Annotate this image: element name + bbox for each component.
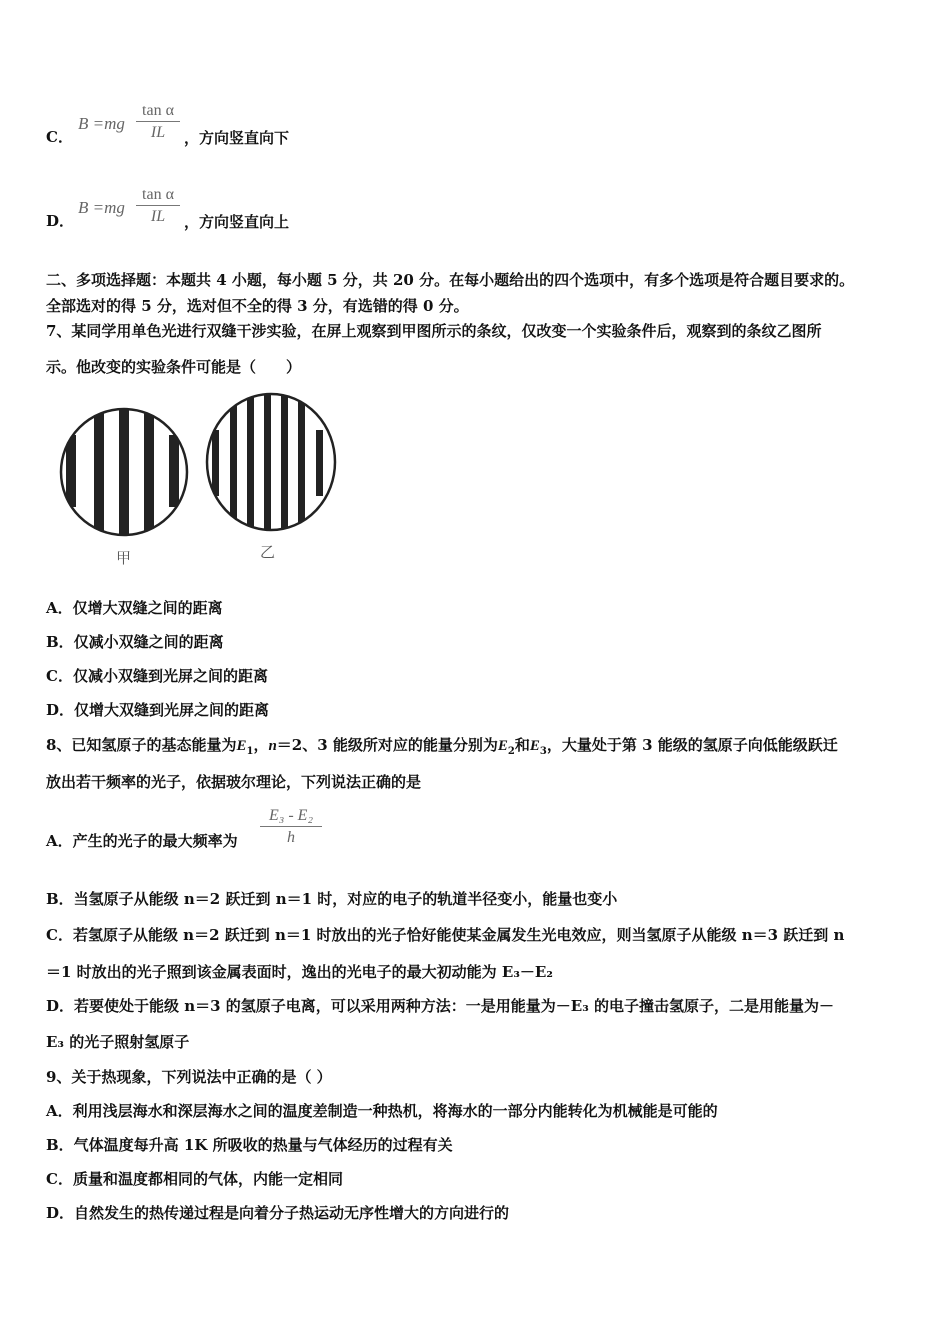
figure-yi-circle [207, 390, 335, 540]
q8-var-e2: E [497, 738, 508, 754]
q8-option-c-line1: C．若氢原子从能级 n＝2 跃迁到 n＝1 时放出的光子恰好能使某金属发生光电效应，则当氢原子从能级 n＝3 跃迁到 n [46, 926, 845, 944]
fraction-denominator: h [287, 829, 295, 846]
figure-label-yi: 乙 [260, 543, 276, 561]
q7-option-d: D．仅增大双缝到光屏之间的距离 [46, 701, 270, 719]
prev-option-c-text: ，方向竖直向下 [184, 129, 290, 147]
figure-jia-circle [61, 400, 187, 550]
interference-fringes-figure [46, 380, 346, 570]
q9-stem: 9、关于热现象，下列说法中正确的是（ ） [46, 1068, 332, 1086]
prev-option-d-formula-lhs: B =mg [78, 198, 125, 217]
q8-var-n: n [268, 738, 277, 754]
q7-option-a: A．仅增大双缝之间的距离 [46, 599, 223, 617]
q8-var-e3-sub: 3 [539, 746, 547, 757]
fraction-denominator: IL [150, 208, 166, 225]
q8-var-e1-sub: 1 [246, 746, 254, 757]
prev-option-c-letter: C． [46, 128, 73, 146]
section-header-line2: 全部选对的得 5 分，选对但不全的得 3 分，有选错的得 0 分。 [46, 297, 469, 315]
q9-option-c: C．质量和温度都相同的气体，内能一定相同 [46, 1170, 343, 1188]
q8-stem-text-b: ， [253, 736, 269, 754]
q8-option-b: B．当氢原子从能级 n＝2 跃迁到 n＝1 时，对应的电子的轨道半径变小，能量也变小 [46, 890, 618, 908]
q7-option-c: C．仅减小双缝到光屏之间的距离 [46, 667, 268, 685]
q8-option-d-line1: D．若要使处于能级 n＝3 的氢原子电离，可以采用两种方法：一是用能量为－E₃ 的电子撞击氢原子，二是用能量为－ [46, 997, 835, 1015]
q8-stem-line1 [46, 735, 838, 762]
section-header-line1: 二、多项选择题：本题共 4 小题，每小题 5 分，共 20 分。在每小题给出的四个选项中，有多个选项是符合题目要求的。 [46, 271, 855, 289]
q9-option-b: B．气体温度每升高 1K 所吸收的热量与气体经历的过程有关 [46, 1136, 453, 1154]
figure-label-jia: 甲 [116, 549, 132, 567]
fraction-numerator: tan α [136, 185, 180, 206]
q7-stem-line1: 7、某同学用单色光进行双缝干涉实验，在屏上观察到甲图所示的条纹，仅改变一个实验条件后，观察到的条纹乙图所 [46, 322, 822, 340]
q7-stem-line2: 示。他改变的实验条件可能是（ ） [46, 358, 302, 376]
q8-option-a-text: A．产生的光子的最大频率为 [46, 832, 238, 850]
q8-stem-text-c: ＝2、3 能级所对应的能量分别为 [276, 736, 498, 754]
q8-option-c-line2: ＝1 时放出的光子照到该金属表面时，逸出的光电子的最大初动能为 E₃－E₂ [46, 963, 553, 981]
q8-stem-text-e: ，大量处于第 3 能级的氢原子向低能级跃迁 [546, 736, 838, 754]
prev-option-d-fraction [136, 185, 180, 228]
prev-option-c-formula-lhs: B =mg [78, 114, 125, 133]
q8-var-e3: E [529, 738, 540, 754]
q8-stem-text-a: 8、已知氢原子的基态能量为 [46, 736, 237, 754]
prev-option-d-text: ，方向竖直向上 [184, 213, 290, 231]
q8-option-a-fraction [260, 806, 322, 849]
q9-option-d: D．自然发生的热传递过程是向着分子热运动无序性增大的方向进行的 [46, 1204, 510, 1222]
q8-var-e1: E [236, 738, 247, 754]
q7-option-b: B．仅减小双缝之间的距离 [46, 633, 224, 651]
q8-option-d-line2: E₃ 的光子照射氢原子 [46, 1033, 190, 1051]
q9-option-a: A．利用浅层海水和深层海水之间的温度差制造一种热机，将海水的一部分内能转化为机械能是可能的 [46, 1102, 718, 1120]
fraction-numerator: E₃ - E₂ [260, 806, 322, 827]
prev-option-c-fraction [136, 101, 180, 144]
fraction-numerator: tan α [136, 101, 180, 122]
prev-option-d-letter: D． [46, 212, 75, 230]
q8-var-e2-sub: 2 [507, 746, 515, 757]
fraction-denominator: IL [150, 124, 166, 141]
q8-stem-line2: 放出若干频率的光子，依据玻尔理论，下列说法正确的是 [46, 773, 422, 791]
q8-stem-text-d: 和 [514, 736, 530, 754]
